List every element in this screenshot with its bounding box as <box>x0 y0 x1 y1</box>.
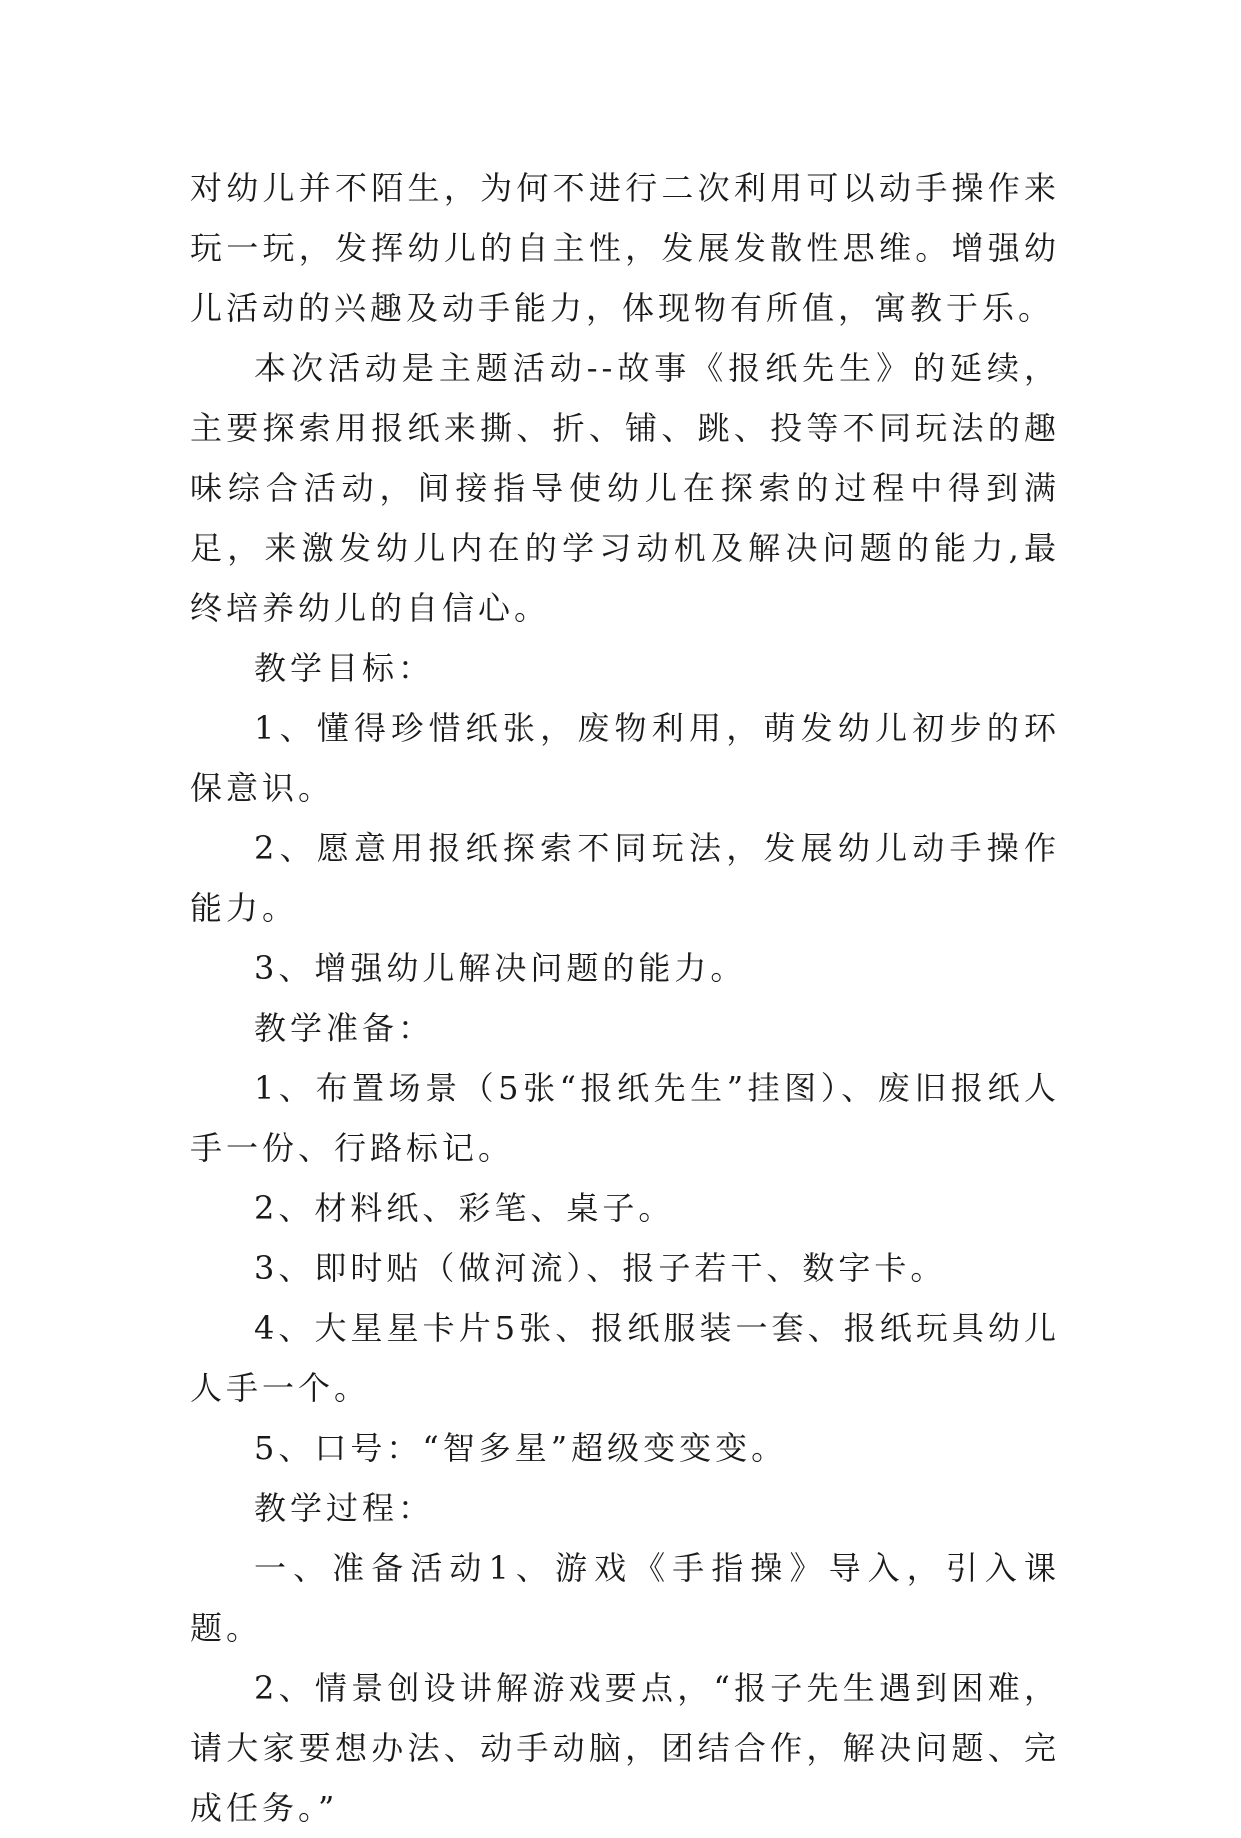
preparation-item-3: 3、即时贴（做河流）、报子若干、数字卡。 <box>254 1249 947 1287</box>
preparation-item-2: 2、材料纸、彩笔、桌子。 <box>254 1189 675 1227</box>
process-item-2: 2、情景创设讲解游戏要点，“报子先生遇到困难，请大家要想办法、动手动脑，团结合作，解决问题、完成任务。” <box>190 1669 1060 1827</box>
heading-teaching-goals: 教学目标： <box>254 649 435 687</box>
preparation-item-1: 1、布置场景（5张“报纸先生”挂图）、废旧报纸人手一份、行路标记。 <box>190 1069 1060 1167</box>
paragraph-activity-description: 本次活动是主题活动--故事《报纸先生》的延续，主要探索用报纸来撕、折、铺、跳、投等不同玩法的趣味综合活动，间接指导使幼儿在探索的过程中得到满足，来激发幼儿内在的学习动机及解决问题的能力,最终培养幼儿的自信心。 <box>190 349 1060 627</box>
goal-item-2: 2、愿意用报纸探索不同玩法，发展幼儿动手操作能力。 <box>190 829 1060 927</box>
preparation-item-5: 5、口号：“智多星”超级变变变。 <box>254 1429 788 1467</box>
goal-item-3: 3、增强幼儿解决问题的能力。 <box>254 949 747 987</box>
heading-teaching-preparation: 教学准备： <box>254 1009 435 1047</box>
document-body <box>190 158 1060 1838</box>
process-item-1: 一、准备活动1、游戏《手指操》导入，引入课题。 <box>190 1549 1060 1647</box>
paragraph-intro-continuation: 对幼儿并不陌生，为何不进行二次利用可以动手操作来玩一玩，发挥幼儿的自主性，发展发散性思维。增强幼儿活动的兴趣及动手能力，体现物有所值，寓教于乐。 <box>190 169 1060 327</box>
preparation-item-4: 4、大星星卡片5张、报纸服装一套、报纸玩具幼儿人手一个。 <box>190 1309 1060 1407</box>
heading-teaching-process: 教学过程： <box>254 1489 435 1527</box>
goal-item-1: 1、懂得珍惜纸张，废物利用，萌发幼儿初步的环保意识。 <box>190 709 1060 807</box>
